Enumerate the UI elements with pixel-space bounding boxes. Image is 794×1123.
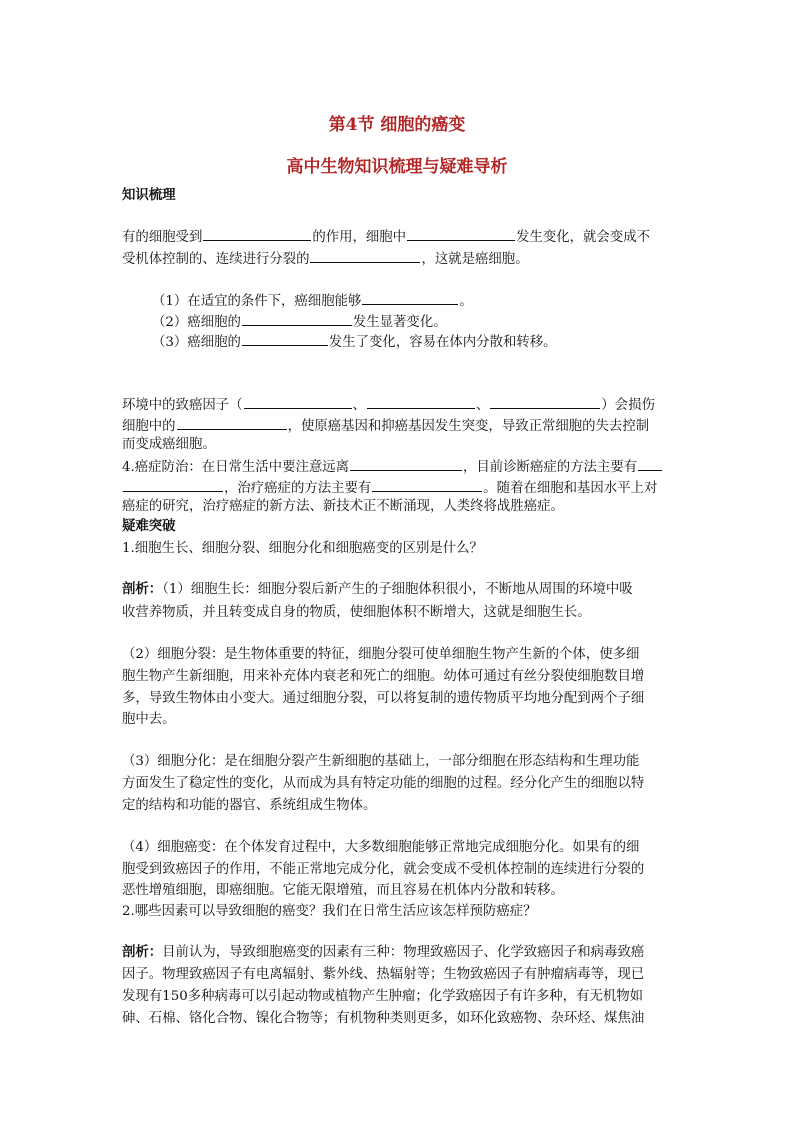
feature-1: （1）在适宜的条件下，癌细胞能够 。 [152, 290, 712, 311]
knowledge-line-1: 有的细胞受到 的作用，细胞中 发生变化，就会变成不 [122, 226, 682, 247]
analysis-5-line-3: 发现有150多种病毒可以引起动物或植物产生肿瘤；化学致癌因子有许多种，有无机物如 [122, 989, 644, 1004]
fill-blank[interactable] [310, 248, 420, 263]
knowledge-line-4: 细胞中的 ，使原癌基因和抑癌基因发生突变，导致正常细胞的失去控制 [122, 415, 682, 436]
fill-blank[interactable] [372, 477, 482, 492]
prevention-line-1: 4.癌症防治：在日常生活中要注意远离 ，目前诊断癌症的方法主要有 [122, 456, 682, 477]
knowledge-line-3: 环境中的致癌因子（ 、 、 ）会损伤 [122, 394, 682, 415]
analysis-5-line-4: 砷、石棉、铬化合物、镍化合物等；有机物种类则更多，如环化致癌物、杂环烃、煤焦油 [122, 1011, 645, 1026]
analysis-3-line-1: （3）细胞分化：是在细胞分裂产生新细胞的基础上，一部分细胞在形态结构和生理功能 [122, 754, 640, 769]
fill-blank[interactable] [177, 415, 287, 430]
fill-blank[interactable] [244, 394, 352, 409]
fill-blank[interactable] [203, 226, 311, 241]
analysis-3-line-3: 定的结构和功能的器官、系统组成生物体。 [122, 798, 377, 813]
analysis-3-line-2: 方面发生了稳定性的变化，从而成为具有特定功能的细胞的过程。经分化产生的细胞以特 [122, 776, 645, 791]
question-1: 1.细胞生长、细胞分裂、细胞分化和细胞癌变的区别是什么？ [122, 541, 483, 556]
fill-blank[interactable] [362, 290, 458, 305]
prevention-line-3: 癌症的研究，治疗癌症的新方法、新技术正不断涌现，人类终将战胜癌症。 [122, 499, 564, 514]
page-subtitle: 高中生物知识梳理与疑难导析 [286, 157, 508, 177]
fill-blank[interactable] [407, 226, 515, 241]
analysis-1-line-1: 剖析：（1）细胞生长：细胞分裂后新产生的子细胞体积很小，不断地从周围的环境中吸 [122, 581, 633, 597]
fill-blank[interactable] [490, 394, 600, 409]
prevention-line-2: ，治疗癌症的方法主要有 。随着在细胞和基因水平上对 [122, 477, 682, 498]
difficult-heading: 疑难突破 [122, 518, 176, 534]
fill-blank[interactable] [123, 477, 223, 492]
knowledge-line-5: 而变成癌细胞。 [122, 437, 216, 452]
analysis-2-line-4: 胞中去。 [122, 712, 176, 727]
section-title: 第4节 细胞的癌变 [328, 115, 466, 135]
analysis-2-line-3: 多，导致生物体由小变大。通过细胞分裂，可以将复制的遗传物质平均地分配到两个子细 [122, 691, 645, 706]
question-2: 2.哪些因素可以导致细胞的癌变？我们在日常生活应该怎样预防癌症？ [122, 904, 537, 919]
fill-blank[interactable] [350, 456, 462, 471]
fill-blank[interactable] [242, 331, 328, 346]
fill-blank[interactable] [242, 311, 352, 326]
analysis-4-line-1: （4）细胞癌变：在个体发育过程中，大多数细胞能够正常地完成细胞分化。如果有的细 [122, 840, 640, 855]
analysis-2-line-1: （2）细胞分裂：是生物体重要的特征，细胞分裂可使单细胞生物产生新的个体，使多细 [122, 647, 640, 662]
analysis-1-line-2: 收营养物质，并且转变成自身的物质，使细胞体积不断增大，这就是细胞生长。 [122, 605, 591, 620]
knowledge-heading: 知识梳理 [122, 187, 176, 203]
analysis-5-line-2: 因子。物理致癌因子有电离辐射、紫外线、热辐射等；生物致癌因子有肿瘤病毒等，现已 [122, 967, 645, 982]
analysis-4-line-3: 恶性增殖细胞，即癌细胞。它能无限增殖，而且容易在机体内分散和转移。 [122, 883, 564, 898]
fill-blank[interactable] [367, 394, 475, 409]
feature-2: （2）癌细胞的 发生显著变化。 [152, 311, 712, 332]
analysis-5-line-1: 剖析：目前认为，导致细胞癌变的因素有三种：物理致癌因子、化学致癌因子和病毒致癌 [122, 944, 645, 960]
feature-3: （3）癌细胞的 发生了变化，容易在体内分散和转移。 [152, 331, 712, 352]
analysis-4-line-2: 胞受到致癌因子的作用，不能正常地完成分化，就会变成不受机体控制的连续进行分裂的 [122, 862, 645, 877]
analysis-2-line-2: 胞生物产生新细胞，用来补充体内衰老和死亡的细胞。幼体可通过有丝分裂使细胞数目增 [122, 669, 645, 684]
knowledge-line-2: 受机体控制的、连续进行分裂的 ，这就是癌细胞。 [122, 248, 682, 269]
fill-blank[interactable] [638, 456, 662, 471]
